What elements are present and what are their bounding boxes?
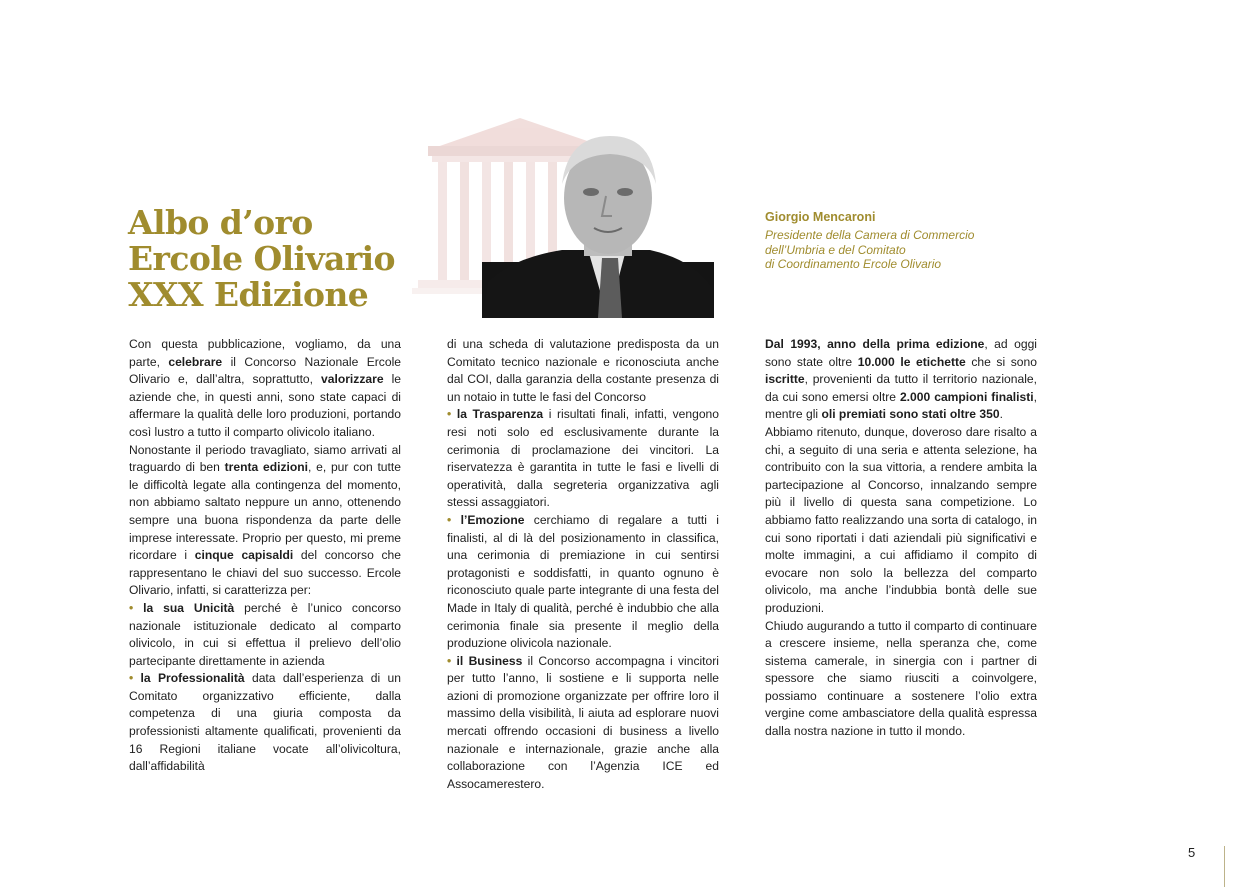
text-column-1 xyxy=(129,336,401,776)
author-name: Giorgio Mencaroni xyxy=(765,210,876,224)
list-item xyxy=(129,670,401,776)
bold-text: la sua Unicità xyxy=(143,600,235,615)
bold-text: l’Emozione xyxy=(460,512,525,527)
title-line-1: Albo d’oro xyxy=(128,203,313,242)
text-run: che si sono xyxy=(965,354,1037,369)
bold-text: oli premiati sono stati oltre 350 xyxy=(821,407,1000,422)
bold-text: la Professionalità xyxy=(140,671,245,686)
bold-text: trenta edizioni xyxy=(224,460,308,475)
text-column-2 xyxy=(447,336,719,793)
bullet-icon: • xyxy=(447,512,452,527)
paragraph: Chiudo augurando a tutto il comparto di continuare a crescere insieme, nella speranza che, come sistema camerale, in sinergia con i partner di spessore che siamo riusciti a coinvolgere, possiamo continuare a sostenere l’olio extra vergine come ambasciatore della qualità espressa dalla nostra nazione in tutto il mondo. xyxy=(765,618,1037,739)
text-run: data dall’esperienza di un Comitato organizzativo efficiente, dalla competenza di una giuria composta da professionisti altamente qualificati, provenienti da 16 Regioni italiane vocate all’olivicoltura, dall’affidabilità xyxy=(129,671,401,774)
author-block xyxy=(765,210,1065,272)
paragraph xyxy=(129,442,401,600)
page-title xyxy=(128,205,428,313)
page-number: 5 xyxy=(1188,845,1196,860)
bullet-icon: • xyxy=(447,653,452,668)
author-role-line-3: di Coordinamento Ercole Olivario xyxy=(765,257,942,271)
paragraph xyxy=(765,336,1037,424)
bullet-icon: • xyxy=(129,600,134,615)
author-role-line-2: dell’Umbria e del Comitato xyxy=(765,242,906,257)
bold-text: 2.000 campioni finalisti xyxy=(899,389,1034,404)
bold-text: il Business xyxy=(456,653,523,668)
bold-text: la Trasparenza xyxy=(456,407,544,422)
list-item xyxy=(447,406,719,512)
text-run: . xyxy=(999,407,1003,422)
bold-text: valorizzare xyxy=(321,372,384,387)
president-portrait xyxy=(412,112,716,318)
margin-rule xyxy=(1224,846,1225,887)
text-run: cerchiamo di regalare a tutti i finalisti, al di là del posizionamento in classifica, una cerimonia di premiazione in cui sentirsi protagonisti e soddisfatti, in quanto ognuno è riconosciuto quale parte integrante di una festa del Made in Italy di qualità, perché è indubbio che alla cerimonia finale sia presente il meglio della produzione olivicola nazionale. xyxy=(447,512,719,651)
text-run: il Concorso Nazionale Ercole Olivario e, dall’altra, soprattutto, xyxy=(129,354,401,387)
bullet-icon: • xyxy=(129,671,134,686)
text-run: le aziende che, in questi anni, sono state capaci di affermare la qualità delle loro produzioni, portando così lustro a tutto il comparto olivicolo italiano. xyxy=(129,372,401,439)
text-run: , e, pur con tutte le difficoltà legate alla contingenza del momento, non abbiamo saltato neppure un anno, ottenendo sempre una buona rispondenza da parte delle imprese interessate. Proprio per questo, mi preme ricordare i xyxy=(129,460,401,563)
list-item xyxy=(447,512,719,653)
paragraph xyxy=(129,336,401,442)
bold-text: 10.000 le etichette xyxy=(857,354,966,369)
bold-text: iscritte xyxy=(765,372,805,387)
list-item xyxy=(447,653,719,794)
text-run: perché è l’unico concorso nazionale istituzionale dedicato al comparto olivicolo, in cui si effettua il prelievo dell’olio partecipante direttamente in azienda xyxy=(129,600,401,668)
text-run: , provenienti da tutto il territorio nazionale, da cui sono emersi oltre xyxy=(765,372,1037,404)
list-item xyxy=(129,600,401,670)
text-column-3 xyxy=(765,336,1037,741)
text-run: Nonostante il periodo travagliato, siamo arrivati al traguardo di ben xyxy=(129,442,401,475)
text-run: Con questa pubblicazione, vogliamo, da una parte, xyxy=(129,337,401,369)
portrait-illustration xyxy=(412,112,716,318)
author-role-line-1: Presidente della Camera di Commercio xyxy=(765,228,975,242)
text-run: i risultati finali, infatti, vengono resi noti solo ed esclusivamente durante la cerimonia di proclamazione dei vincitori. La riservatezza è garantita in tutte le fasi e livelli di operatività, dalla segreteria organizzativa agli stessi assaggiatori. xyxy=(447,407,720,510)
title-line-3: XXX Edizione xyxy=(128,275,369,314)
bullet-icon: • xyxy=(447,407,452,422)
person-photo xyxy=(482,136,714,318)
title-line-2: Ercole Olivario xyxy=(128,239,395,278)
paragraph: di una scheda di valutazione predisposta da un Comitato tecnico nazionale e riconosciuta anche dal COI, dalla garanzia della costante presenza di un notaio in tutte le fasi del Concorso xyxy=(447,337,719,404)
text-run: del concorso che rappresentano le chiavi del suo successo. Ercole Olivario, infatti, si caratterizza per: xyxy=(129,548,401,598)
text-run: , mentre gli xyxy=(765,389,1038,422)
paragraph: Abbiamo ritenuto, dunque, doveroso dare risalto a chi, a seguito di una seria e attenta selezione, ha contribuito con la sua vittoria, a rendere ambita la partecipazione al Concorso, innalzando sempre più il livello di questa sana competizione. Lo abbiamo fatto realizzando una sorta di catalogo, in cui sono riportati i dati aziendali più significativi e molte immagini, a cui affidiamo il compito di evocare non solo la bellezza del comparto olivicolo, ma anche l’indubbia bontà delle sue produzioni. xyxy=(765,424,1037,615)
bold-text: Dal 1993, anno della prima edizione xyxy=(765,337,985,351)
bold-text: celebrare xyxy=(168,354,223,369)
author-role xyxy=(765,228,1065,272)
text-run: , ad oggi sono state oltre xyxy=(765,337,1037,369)
bold-text: cinque capisaldi xyxy=(194,548,294,563)
text-run: il Concorso accompagna i vincitori per tutto l’anno, li sostiene e li supporta nelle azioni di promozione organizzate per offrire loro il massimo della visibilità, li aiuta ad esplorare nuovi mercati offrendo occasioni di business a livello nazionale e internazionale, grazie anche alla collaborazione con l’Agenzia ICE ed Assocamerestero. xyxy=(447,653,719,791)
